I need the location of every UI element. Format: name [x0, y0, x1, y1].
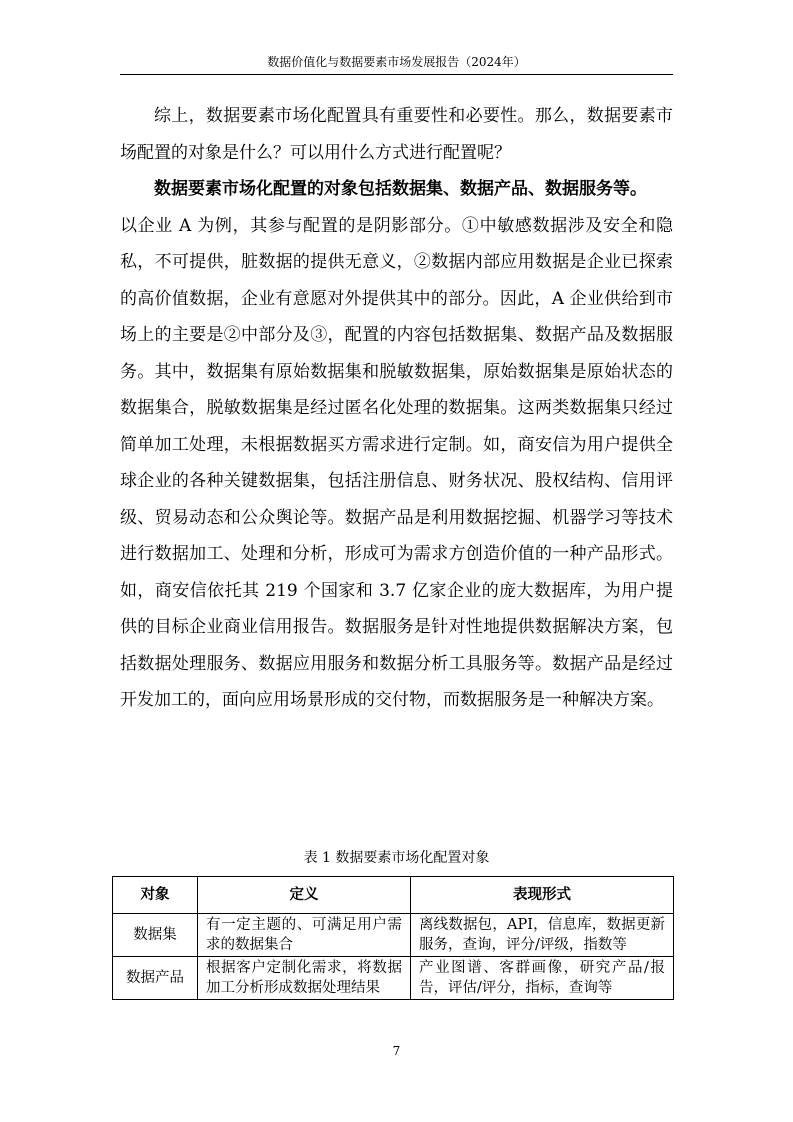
table-caption: 表 1 数据要素市场化配置对象: [303, 850, 490, 866]
allocation-objects-table: [112, 876, 674, 1000]
cell-object: 数据产品: [113, 957, 198, 1000]
body-text: [120, 98, 673, 719]
cell-forms: 产业图谱、客群画像，研究产品/报告，评估/评分，指标，查询等: [411, 957, 674, 1000]
cell-definition: 根据客户定制化需求，将数据加工分析形成数据处理结果: [198, 957, 411, 1000]
table-header-row: [113, 877, 674, 914]
cell-forms: 离线数据包，API，信息库，数据更新服务，查询，评分/评级，指数等: [411, 914, 674, 957]
paragraph-summary: 综上，数据要素市场化配置具有重要性和必要性。那么，数据要素市场配置的对象是什么？可以用什么方式进行配置呢？: [120, 106, 673, 163]
cell-object: 数据集: [113, 914, 198, 957]
header-forms: 表现形式: [411, 877, 674, 914]
header-object: 对象: [113, 877, 198, 914]
table-row: [113, 914, 674, 957]
running-header: 数据价值化与数据要素市场发展报告（2024年）: [267, 55, 526, 69]
cell-definition: 有一定主题的、可满足用户需求的数据集合: [198, 914, 411, 957]
paragraph-bold-thesis: 数据要素市场化配置的对象包括数据集、数据产品、数据服务等。: [154, 179, 647, 199]
table-row: [113, 957, 674, 1000]
header-rule: [120, 74, 673, 75]
paragraph-detail: 以企业 A 为例，其参与配置的是阴影部分。①中敏感数据涉及安全和隐私，不可提供，脏数据的提供无意义，②数据内部应用数据是企业已探索的高价值数据，企业有意愿对外提供其中的部分。因此，A 企业供给到市场上的主要是②中部分及③，配置的内容包括数据集、数据产品及数据服务。其中，数据集有原始数据集和脱敏数据集，原始数据集是原始状态的数据集合，脱敏数据集是经过匿名化处理的数据集。这两类数据集只经过简单加工处理，未根据数据买方需求进行定制。如，商安信为用户提供全球企业的各种关键数据集，包括注册信息、财务状况、股权结构、信用评级、贸易动态和公众舆论等。数据产品是利用数据挖掘、机器学习等技术进行数据加工、处理和分析，形成可为需求方创造价值的一种产品形式。如，商安信依托其 219 个国家和 3.7 亿家企业的庞大数据库，为用户提供的目标企业商业信用报告。数据服务是针对性地提供数据解决方案，包括数据处理服务、数据应用服务和数据分析工具服务等。数据产品是经过开发加工的，面向应用场景形成的交付物，而数据服务是一种解决方案。: [120, 215, 673, 710]
page-number: 7: [392, 1044, 401, 1058]
header-definition: 定义: [198, 877, 411, 914]
